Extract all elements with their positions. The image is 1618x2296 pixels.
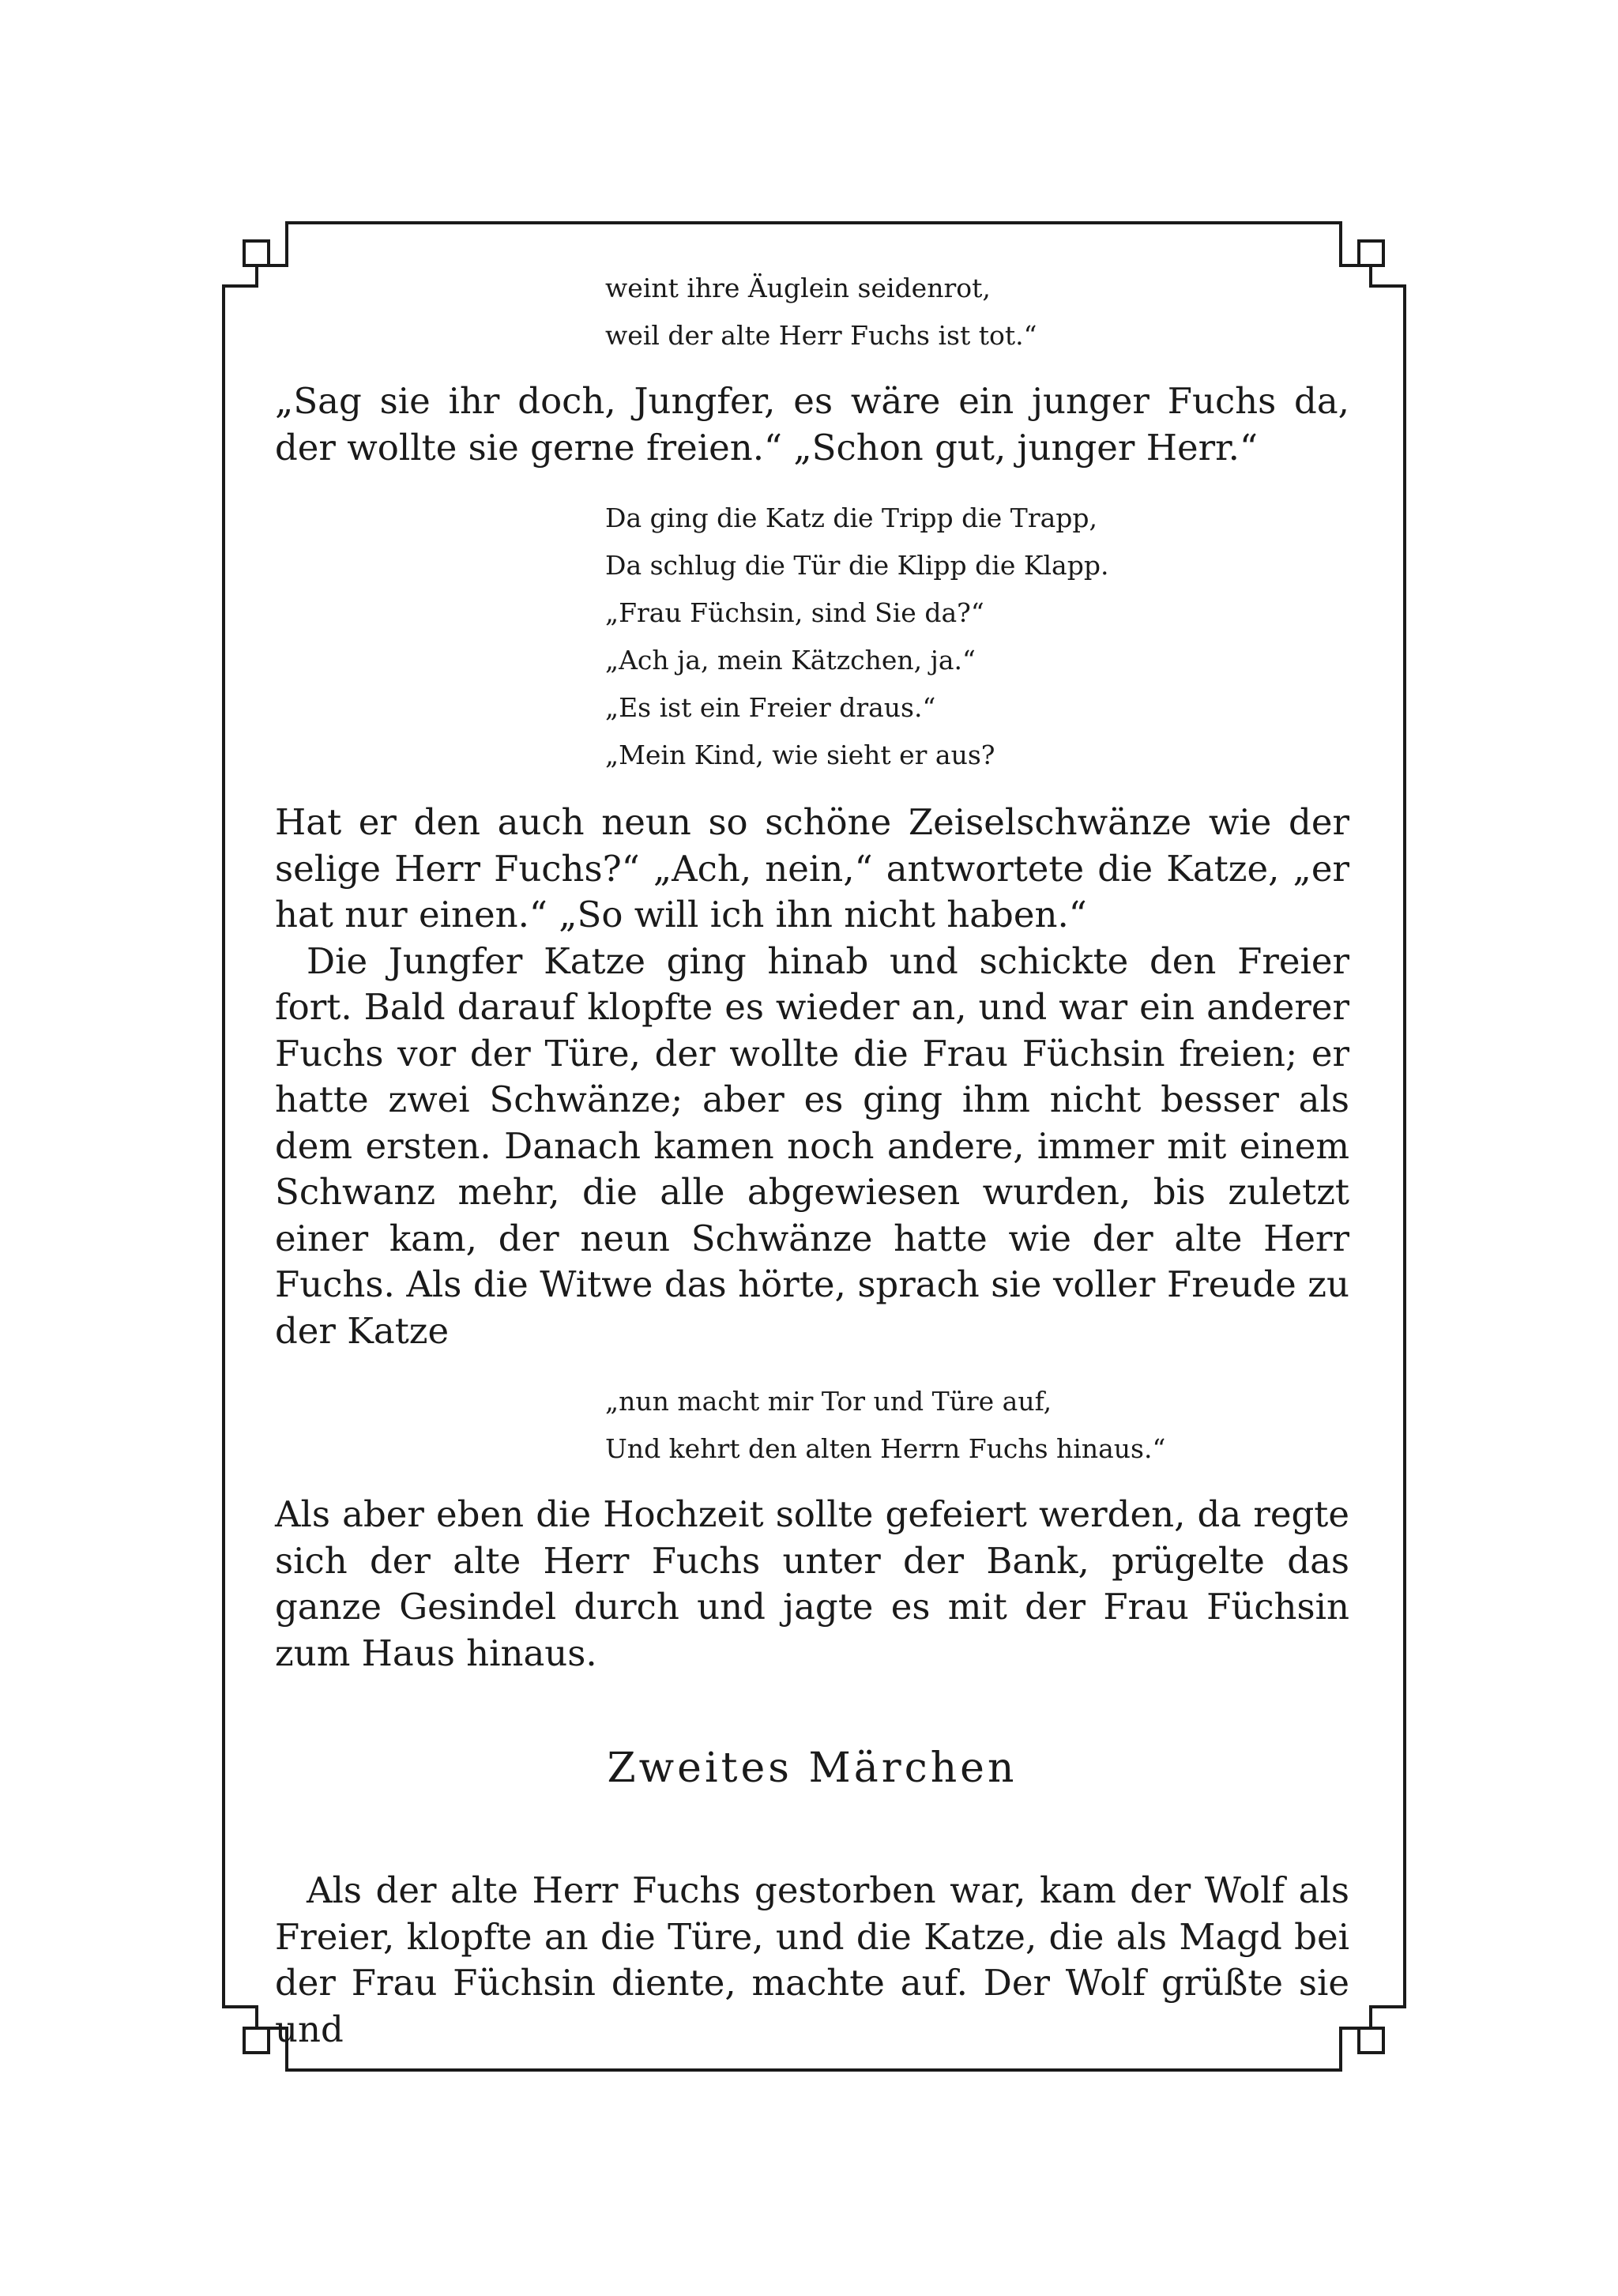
- paragraph-4: Als aber eben die Hochzeit sollte gefeiert werden, da regte sich der alte Herr Fuchs unter der Bank, prügelte das ganze Gesindel durch und jagte es mit der Frau Füchsin zum Haus hinaus.: [275, 1493, 1349, 1674]
- paragraph-3: Die Jungfer Katze ging hinab und schickte den Freier fort. Bald darauf klopfte es wieder an, und war ein anderer Fuchs vor der Türe, der wollte die Frau Füchsin freien; er hatte zwei Schwänze; aber es ging ihm nicht besser als dem ersten. Danach kamen noch andere, immer mit einem Schwanz mehr, die alle abgewiesen wurden, bis zuletzt einer kam, der neun Schwänze hatte wie der alte Herr Fuchs. Als die Witwe das hörte, sprach sie voller Freude zu der Katze: [275, 939, 1349, 1352]
- verse-line: Und kehrt den alten Herrn Fuchs hinaus.“: [605, 1433, 1166, 1464]
- corner-ornament-bottom-left: [244, 2028, 269, 2053]
- verse-line: weil der alte Herr Fuchs ist tot.“: [605, 320, 1037, 351]
- verse-line: „Es ist ein Freier draus.“: [605, 692, 936, 723]
- verse-line: „Frau Füchsin, sind Sie da?“: [605, 597, 984, 628]
- verse-line: „Mein Kind, wie sieht er aus?: [605, 740, 995, 770]
- verse-line: „nun macht mir Tor und Türe auf,: [605, 1386, 1052, 1417]
- corner-ornament-bottom-right: [1359, 2028, 1383, 2053]
- verse-line: „Ach ja, mein Kätzchen, ja.“: [605, 645, 976, 676]
- verse-block-3: [605, 1378, 1349, 1473]
- verse-line: Da schlug die Tür die Klipp die Klapp.: [605, 550, 1109, 581]
- verse-line: weint ihre Äuglein seidenrot,: [605, 273, 991, 303]
- paragraph-2: Hat er den auch neun so schöne Zeiselschwänze wie der selige Herr Fuchs?“ „Ach, nein,“ antwortete die Katze, „er hat nur einen.“ „So will ich ihn nicht haben.“: [275, 801, 1349, 935]
- corner-ornament-top-right: [1359, 241, 1383, 265]
- paragraph-1: „Sag sie ihr doch, Jungfer, es wäre ein junger Fuchs da, der wollte sie gerne freien.“ „Schon gut, junger Herr.“: [275, 380, 1349, 469]
- section-heading: Zweites Märchen: [607, 1745, 1018, 1792]
- verse-line: Da ging die Katz die Tripp die Trapp,: [605, 502, 1098, 533]
- page-content: [275, 265, 1349, 2053]
- verse-block-2: [605, 495, 1349, 779]
- corner-ornament-top-left: [244, 241, 269, 265]
- verse-block-1: [605, 265, 1349, 359]
- paragraph-5: Als der alte Herr Fuchs gestorben war, kam der Wolf als Freier, klopfte an die Türe, und die Katze, die als Magd bei der Frau Füchsin diente, machte auf. Der Wolf grüßte sie und: [275, 1869, 1349, 2050]
